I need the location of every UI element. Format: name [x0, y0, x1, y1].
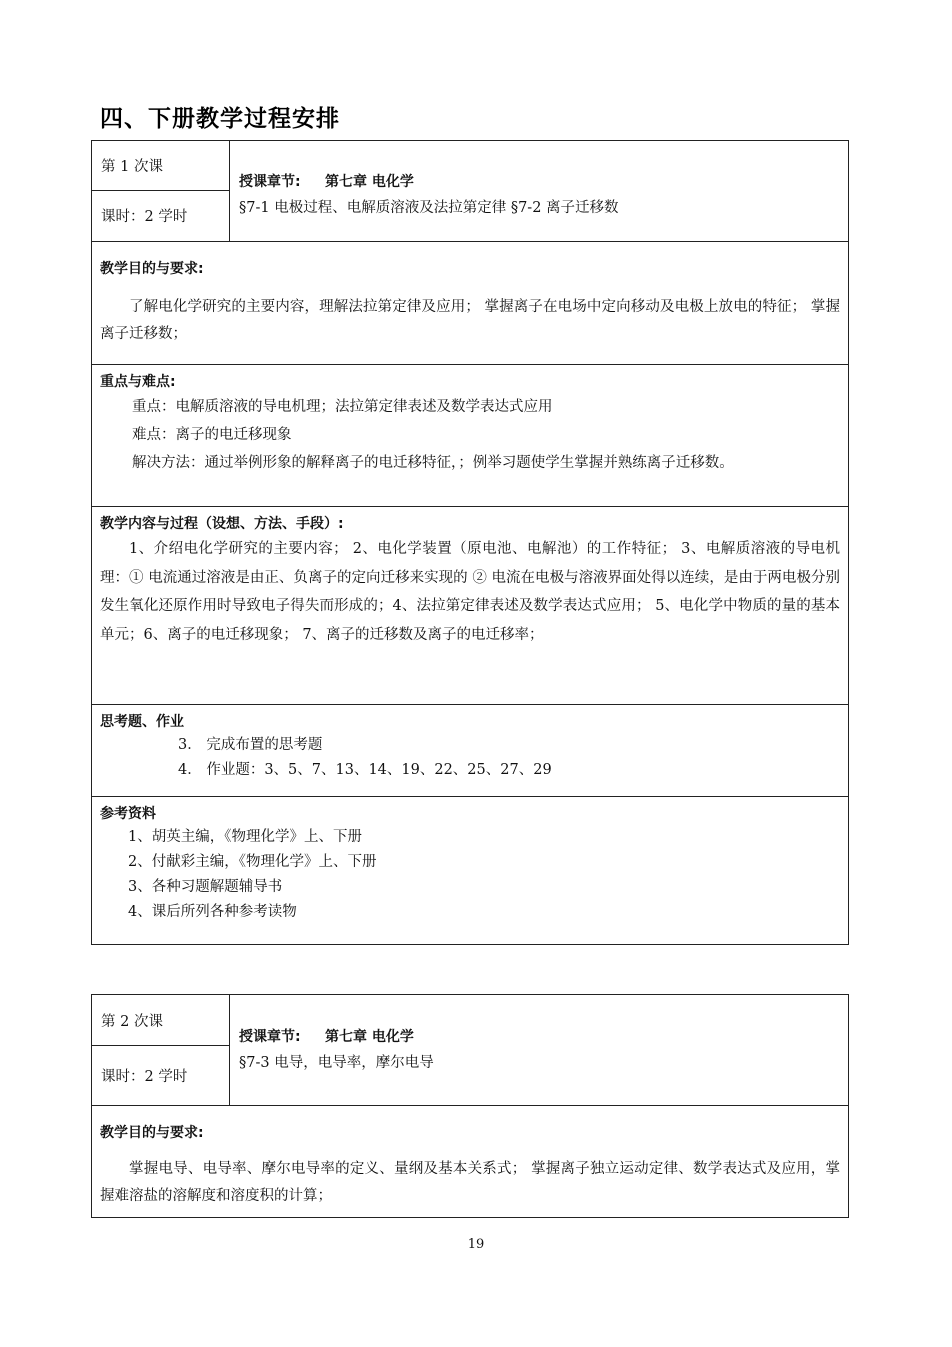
keypoints-section: [92, 365, 848, 507]
lesson-hours: 课时：2 学时: [92, 190, 229, 240]
objectives-text: 掌握电导、电导率、摩尔电导率的定义、量纲及基本关系式； 掌握离子独立运动定律、数学表达式及应用，掌握难溶盐的溶解度和溶度积的计算；: [100, 1161, 840, 1204]
page-heading: 四、下册教学过程安排: [100, 106, 340, 132]
reference-item: 4、课后所列各种参考读物: [128, 904, 297, 920]
lesson-number: 第 1 次课: [101, 159, 163, 175]
difficulty: 难点：离子的电迁移现象: [132, 427, 292, 443]
lesson-chapter-cell: [230, 141, 848, 241]
chapter-sections: §7-1 电极过程、电解质溶液及法拉第定律 §7-2 离子迁移数: [239, 200, 619, 216]
reference-item: 1、胡英主编，《物理化学》上、下册: [128, 829, 362, 845]
key-point: 重点：电解质溶液的导电机理；法拉第定律表述及数学表达式应用: [132, 399, 553, 415]
solution: 解决方法：通过举例形象的解释离子的电迁移特征，；例举习题使学生掌握并熟练离子迁移数。: [132, 455, 734, 471]
keypoints-title: 重点与难点:: [100, 374, 176, 390]
lesson-number: 第 2 次课: [101, 1013, 163, 1030]
chapter-line: [239, 1024, 848, 1050]
content-section: [92, 507, 848, 705]
reference-item: 2、付献彩主编，《物理化学》上、下册: [128, 854, 377, 870]
homework-item: 4． 作业题：3、5、7、13、14、19、22、25、27、29: [178, 762, 552, 778]
chapter-line: [239, 169, 848, 195]
objectives-section: [92, 1106, 848, 1210]
homework-item: 3． 完成布置的思考题: [178, 737, 323, 753]
lesson-header: [92, 995, 848, 1106]
chapter-label: 授课章节:: [239, 174, 301, 190]
page-number: 19: [467, 1237, 485, 1252]
chapter-title: 第七章 电化学: [324, 174, 414, 190]
chapter-sections: §7-3 电导，电导率，摩尔电导: [239, 1055, 434, 1071]
objectives-text: 了解电化学研究的主要内容，理解法拉第定律及应用； 掌握离子在电场中定向移动及电极上放电的特征； 掌握离子迁移数；: [100, 299, 840, 342]
objectives-title: 教学目的与要求:: [100, 261, 204, 277]
lesson-meta: [92, 995, 230, 1105]
content-title: 教学内容与过程（设想、方法、手段）:: [100, 516, 344, 532]
objectives-title: 教学目的与要求:: [100, 1125, 204, 1141]
homework-section: [92, 705, 848, 797]
lesson-meta: [92, 141, 230, 241]
references-title: 参考资料: [100, 806, 156, 822]
homework-title: 思考题、作业: [100, 714, 184, 730]
lesson-header: [92, 141, 848, 242]
content-text: 1、介绍电化学研究的主要内容； 2、电化学装置（原电池、电解池）的工作特征； 3、电解质溶液的导电机理：① 电流通过溶液是由正、负离子的定向迁移来实现的 ② 电流在电极与溶液界面处得以连续，是由于两电极分别发生氧化还原作用时导致电子得失而形成的；4、法拉第定律表述及数学表达式应用； 5、电化学中物质的量的基本单元；6、离子的电迁移现象； 7、离子的迁移数及离子的电迁移率；: [100, 541, 840, 643]
reference-item: 3、各种习题解题辅导书: [128, 879, 283, 895]
references-section: [92, 797, 848, 925]
lesson-2-table: [91, 994, 849, 1218]
objectives-section: [92, 242, 848, 365]
lesson-hours: 课时：2 学时: [92, 1045, 229, 1104]
chapter-title: 第七章 电化学: [324, 1029, 414, 1045]
lesson-chapter-cell: [230, 995, 848, 1105]
lesson-1-table: [91, 140, 849, 945]
chapter-label: 授课章节:: [239, 1029, 301, 1045]
